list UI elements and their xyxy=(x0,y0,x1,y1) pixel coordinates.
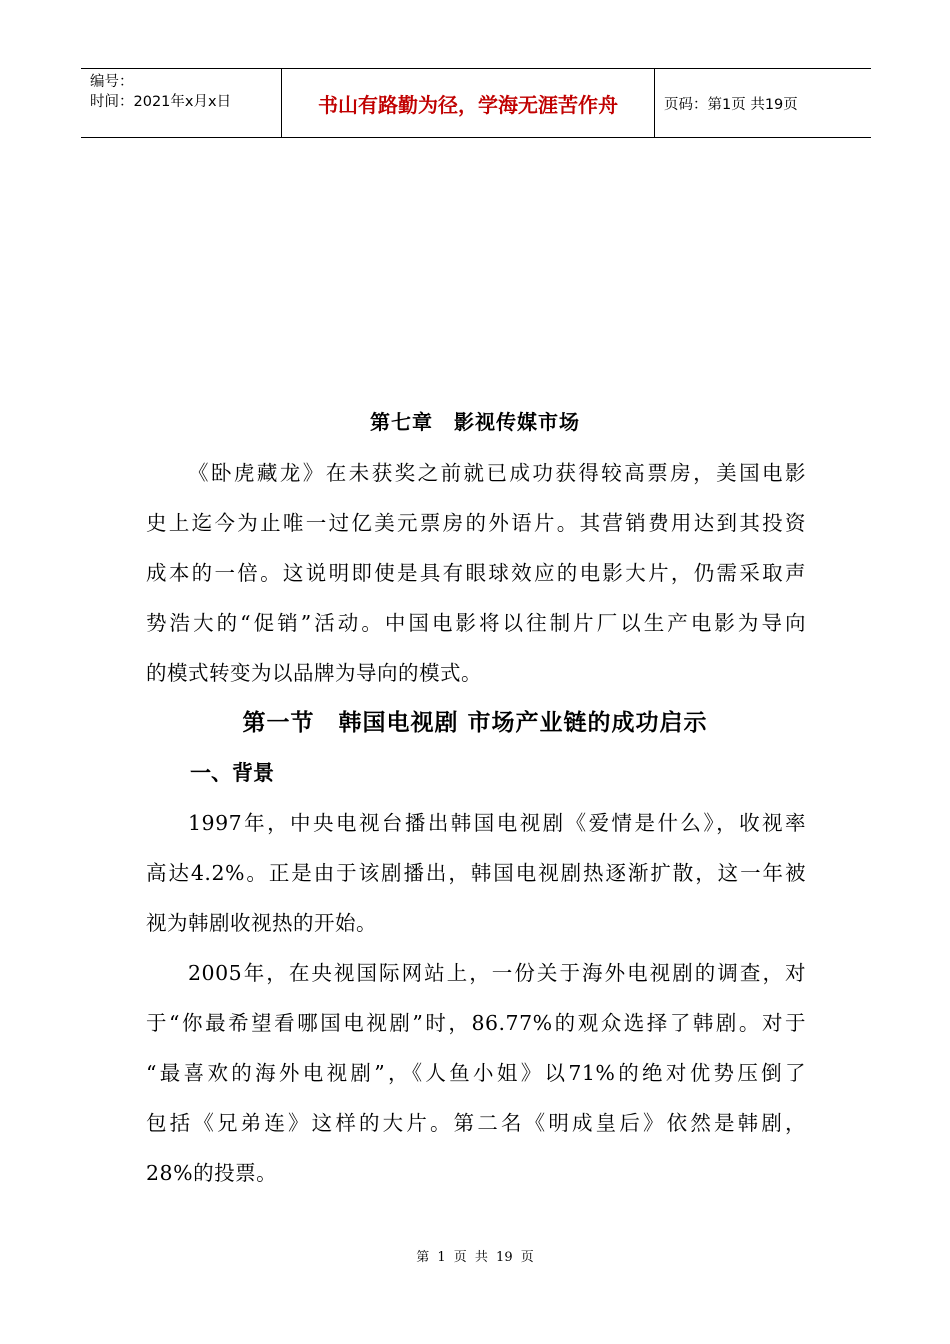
document-time: 时间：2021年x月x日 xyxy=(90,94,232,110)
paragraph-line: 2005年，在央视国际网站上，一份关于海外电视剧的调查，对 xyxy=(188,961,806,985)
paragraph-line: 28%的投票。 xyxy=(146,1161,278,1185)
section-title: 第一节 韩国电视剧 市场产业链的成功启示 xyxy=(242,710,708,736)
intro-line: 成本的一倍。这说明即使是具有眼球效应的电影大片，仍需采取声 xyxy=(146,561,806,585)
intro-line: 史上迄今为止唯一过亿美元票房的外语片。其营销费用达到其投资 xyxy=(146,511,806,535)
header-page-info: 页码：第1页 共19页 xyxy=(664,96,798,113)
intro-line: 势浩大的“促销”活动。中国电影将以往制片厂以生产电影为导向 xyxy=(146,611,806,635)
paragraph-line: 包括《兄弟连》这样的大片。第二名《明成皇后》依然是韩剧， xyxy=(146,1111,806,1135)
paragraph-line: 高达4.2%。正是由于该剧播出，韩国电视剧热逐渐扩散，这一年被 xyxy=(146,861,806,885)
chapter-title: 第七章 影视传媒市场 xyxy=(370,410,580,434)
paragraph-line: 视为韩剧收视热的开始。 xyxy=(146,911,377,935)
document-number: 编号： xyxy=(90,74,134,90)
paragraph-line: 1997年，中央电视台播出韩国电视剧《爱情是什么》，收视率 xyxy=(188,811,806,835)
intro-line: 《卧虎藏龙》在未获奖之前就已成功获得较高票房，美国电影 xyxy=(188,461,806,485)
paragraph-line: “最喜欢的海外电视剧”，《人鱼小姐》以71%的绝对优势压倒了 xyxy=(146,1061,806,1085)
intro-line: 的模式转变为以品牌为导向的模式。 xyxy=(146,661,482,685)
header-meta xyxy=(81,69,282,137)
header-table xyxy=(81,68,871,138)
sub-title: 一、背景 xyxy=(190,761,274,785)
paragraph-line: 于“你最希望看哪国电视剧”时，86.77%的观众选择了韩剧。对于 xyxy=(146,1011,806,1035)
header-motto: 书山有路勤为径，学海无涯苦作舟 xyxy=(282,69,655,137)
page-footer: 第 1 页 共 19 页 xyxy=(416,1250,534,1265)
